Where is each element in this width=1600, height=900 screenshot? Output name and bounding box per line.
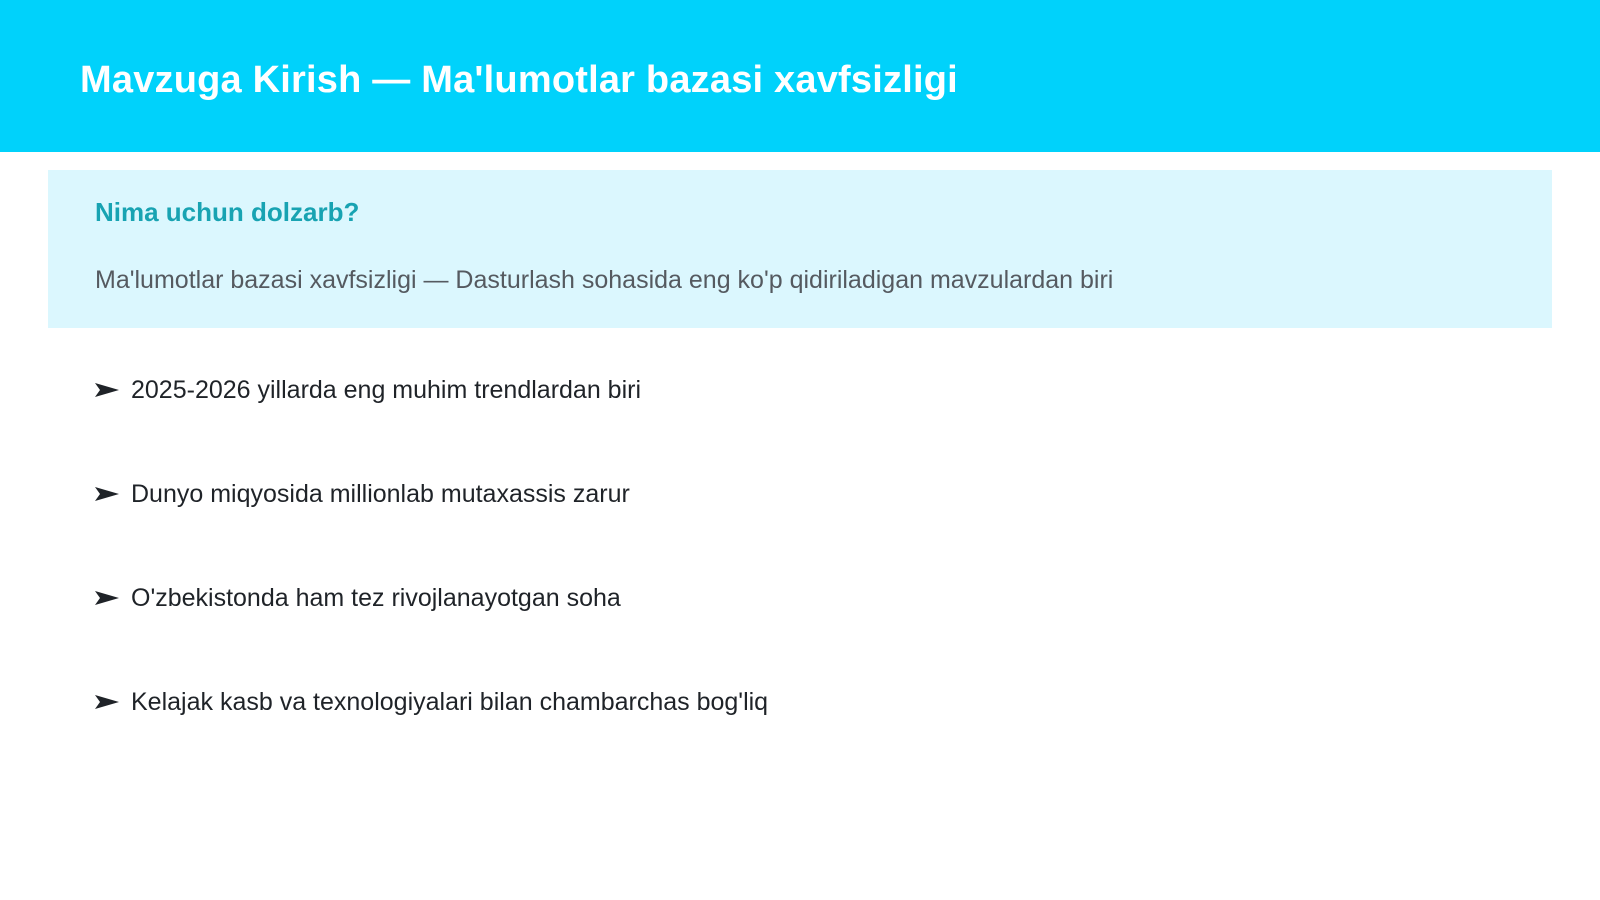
list-item [95, 476, 768, 512]
bullet-text: Dunyo miqyosida millionlab mutaxassis zarur [131, 480, 630, 508]
bullet-text: O'zbekistonda ham tez rivojlanayotgan soha [131, 584, 621, 612]
bullet-text: 2025-2026 yillarda eng muhim trendlardan biri [131, 376, 642, 404]
bullet-list [95, 372, 768, 788]
triangle-right-icon [95, 383, 119, 397]
list-item [95, 372, 768, 408]
callout-text: Ma'lumotlar bazasi xavfsizligi — Dasturlash sohasida eng ko'p qidiriladigan mavzulardan biri [95, 266, 1114, 294]
callout-heading: Nima uchun dolzarb? [95, 197, 360, 227]
slide-title: Mavzuga Kirish — Ma'lumotlar bazasi xavfsizligi [80, 59, 958, 101]
slide-header [0, 0, 1600, 152]
list-item [95, 580, 768, 616]
bullet-text: Kelajak kasb va texnologiyalari bilan chambarchas bog'liq [131, 688, 769, 716]
triangle-right-icon [95, 487, 119, 501]
callout-box [48, 170, 1552, 328]
list-item [95, 684, 768, 720]
triangle-right-icon [95, 591, 119, 605]
triangle-right-icon [95, 695, 119, 709]
